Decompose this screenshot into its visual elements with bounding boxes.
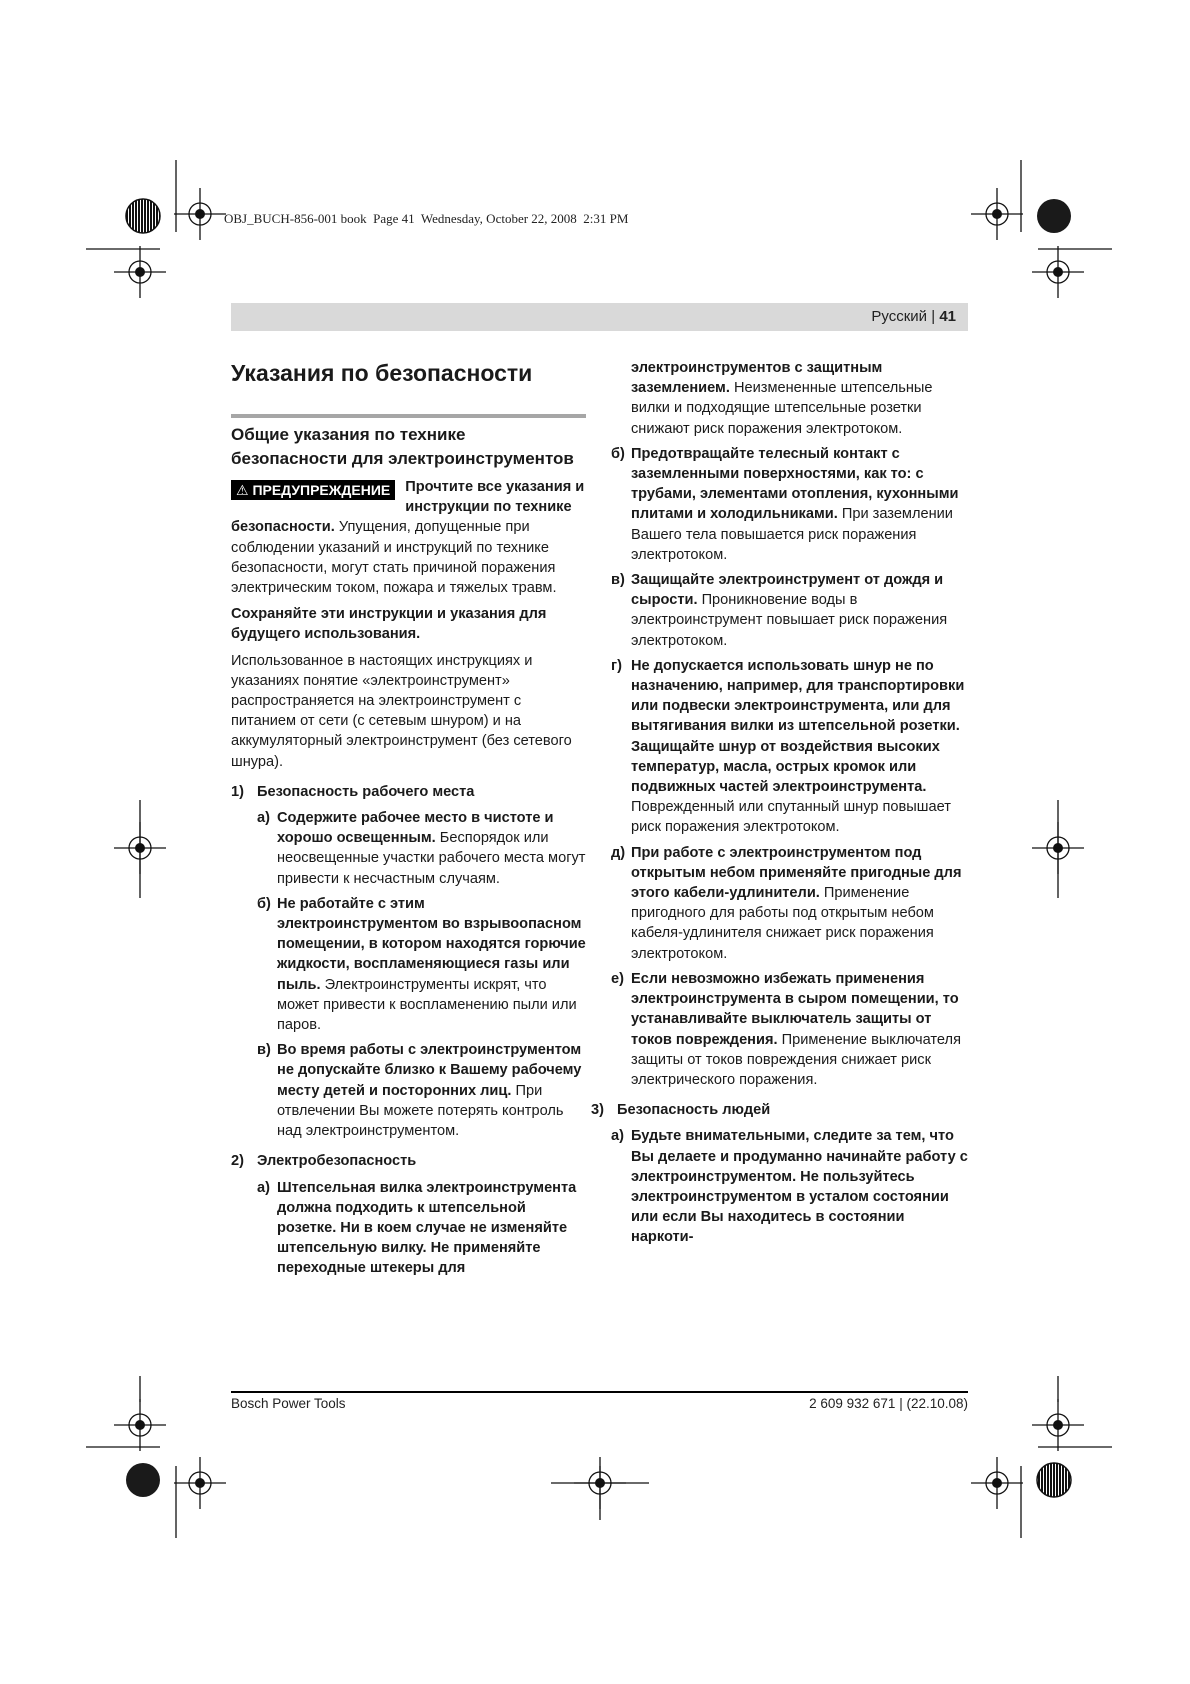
- list-item: [257, 894, 586, 1035]
- item-bold: Во время работы с электроинструментом не допускайте близко к Вашему рабочему месту детей и посторонних лиц.: [277, 1042, 582, 1099]
- item-plain: При отвлечении Вы можете потерять контроль над электроинструментом.: [277, 1082, 564, 1140]
- item-bold: Если невозможно избежать применения электроинструмента в сыром помещении, то устанавливайте выключатель защиты от токов повреждения.: [631, 970, 959, 1048]
- item-label: е): [611, 970, 624, 987]
- item-label: а): [611, 1128, 624, 1145]
- section-1-items: [231, 808, 586, 1141]
- item-label: а): [257, 810, 270, 827]
- registration-mark: [174, 1457, 226, 1509]
- solid-target-mark: [1037, 199, 1071, 233]
- section-title: Электробезопасность: [257, 1153, 417, 1170]
- item-plain: Применение пригодного для работы под открытым небом кабеля-удлинителя снижает риск поражения электротоком.: [631, 885, 934, 962]
- footer-rule: [231, 1391, 968, 1393]
- item-bold: Будьте внимательными, следите за тем, что Вы делаете и продуманно начинайте работу с электроинструментом. Не пользуйтесь электроинструментом в усталом состоянии или если Вы находитесь в состоянии наркоти-: [631, 1128, 968, 1246]
- item-label: в): [257, 1042, 271, 1059]
- item-label-spacer: [611, 358, 631, 439]
- warning-paragraph: [231, 477, 586, 598]
- item-label: б): [257, 895, 271, 912]
- section-number: 1): [231, 783, 244, 800]
- section-heading-2: [231, 1151, 586, 1171]
- item-plain: Неизмененные штепсельные вилки и подходящие штепсельные розетки снижают риск поражения электротоком.: [631, 380, 933, 437]
- section-2-items: [231, 1178, 586, 1279]
- list-item: [611, 656, 969, 838]
- registration-mark: [174, 188, 226, 240]
- registration-mark: [114, 1399, 166, 1451]
- section-heading-1: [231, 782, 586, 802]
- list-item: [611, 843, 969, 964]
- print-slug-line: OBJ_BUCH-856-001 book Page 41 Wednesday, October 22, 2008 2:31 PM: [224, 211, 629, 226]
- section-title: Безопасность людей: [617, 1102, 771, 1119]
- list-item: [611, 570, 969, 651]
- item-bold: Штепсельная вилка электроинструмента должна подходить к штепсельной розетке. Ни в коем случае не изменяйте штепсельную вилку. Не применяйте переходные штекеры для: [277, 1179, 577, 1277]
- item-text: [631, 444, 969, 565]
- item-label: б): [611, 445, 625, 462]
- right-column: [591, 358, 969, 1253]
- item-text: [631, 570, 969, 651]
- registration-mark: [971, 1457, 1023, 1509]
- item-plain: Беспорядок или неосвещенные участки рабочего места могут привести к несчастным случаям.: [277, 830, 586, 887]
- item-text: [277, 1040, 586, 1141]
- page-title: Указания по безопасности: [231, 360, 533, 386]
- registration-mark: [1032, 246, 1084, 298]
- section-rule: [231, 414, 586, 418]
- page-header-bar: [231, 303, 968, 331]
- item-bold: Содержите рабочее место в чистоте и хорошо освещенным.: [277, 810, 554, 847]
- item-text: [631, 969, 969, 1090]
- item-bold: электроинструментов с защитным заземлением.: [631, 360, 883, 397]
- header-language: Русский: [871, 308, 928, 325]
- item-plain: Применение выключателя защиты от токов повреждения снижает риск электрического поражения.: [631, 1031, 961, 1088]
- item-text: [277, 894, 586, 1035]
- footer-brand: Bosch Power Tools: [231, 1396, 346, 1411]
- item-bold: При работе с электроинструментом под открытым небом применяйте пригодные для этого кабели-удлинители.: [631, 844, 962, 902]
- list-item-continued: [611, 358, 969, 439]
- registration-mark: [971, 188, 1023, 240]
- save-instructions-note: Сохраняйте эти инструкции и указания для будущего использования.: [231, 606, 547, 643]
- item-plain: Электроинструменты искрят, что может привести к воспламенению пыли или паров.: [277, 976, 577, 1034]
- registration-mark: [114, 246, 166, 298]
- list-item: [611, 1126, 969, 1247]
- item-bold: Защищайте электроинструмент от дождя и сырости.: [631, 572, 944, 609]
- section-heading-3: [591, 1100, 969, 1120]
- warning-badge: ⚠ ПРЕДУПРЕЖДЕНИЕ: [231, 480, 395, 500]
- section-subtitle: Общие указания по технике безопасности для электроинструментов: [231, 425, 574, 468]
- header-page-number: 41: [939, 308, 956, 325]
- list-item: [257, 1178, 586, 1279]
- section-title: Безопасность рабочего места: [257, 783, 475, 800]
- item-text: [631, 358, 969, 439]
- header-separator: |: [931, 308, 936, 325]
- list-item: [611, 444, 969, 565]
- definition-paragraph: Использованное в настоящих инструкциях и указаниях понятие «электроинструмент» распространяется на электроинструмент с питанием от сети (с сетевым шнуром) и на аккумуляторный электроинструмент (без сетевого шнура).: [231, 652, 572, 770]
- item-text: [631, 656, 969, 838]
- item-text: [631, 843, 969, 964]
- footer-doc-number: 2 609 932 671 | (22.10.08): [809, 1396, 968, 1411]
- section-number: 2): [231, 1153, 244, 1170]
- item-label: в): [611, 572, 625, 589]
- page-header-text: [871, 308, 956, 325]
- warning-bold: Прочтите все указания и инструкции по технике безопасности.: [231, 479, 585, 536]
- registration-mark: [1032, 1399, 1084, 1451]
- warning-text: Упущения, допущенные при соблюдении указаний и инструкций по технике безопасности, могут стать причиной поражения электрическим током, пожара и тяжелых травм.: [231, 519, 557, 597]
- item-label: д): [611, 844, 626, 861]
- star-target-mark: [1037, 1463, 1071, 1497]
- list-item: [257, 808, 586, 889]
- item-label: г): [611, 657, 622, 674]
- section-number: 3): [591, 1102, 604, 1119]
- item-plain: При заземлении Вашего тела повышается риск поражения электротоком.: [631, 506, 953, 563]
- item-text: [277, 808, 586, 889]
- list-item: [611, 969, 969, 1090]
- item-plain: Проникновение воды в электроинструмент повышает риск поражения электротоком.: [631, 592, 948, 649]
- item-plain: Поврежденный или спутанный шнур повышает риск поражения электротоком.: [631, 799, 951, 836]
- list-item: [257, 1040, 586, 1141]
- item-bold: Не работайте с этим электроинструментом во взрывоопасном помещении, в котором находятся горючие жидкости, воспламеняющиеся газы или пыль.: [277, 895, 586, 993]
- item-bold: Предотвращайте телесный контакт с заземленными поверхностями, как то: с трубами, элементами отопления, кухонными плитами и холодильниками.: [631, 445, 959, 523]
- solid-target-mark: [126, 1463, 160, 1497]
- star-target-mark: [126, 199, 160, 233]
- item-label: а): [257, 1179, 270, 1196]
- item-bold: Не допускается использовать шнур не по назначению, например, для транспортировки или подвески электроинструмента, или для вытягивания вилки из штепсельной розетки. Защищайте шнур от воздействия высоких температур, масла, острых кромок или подвижных частей электроинструмента.: [631, 657, 965, 796]
- left-column: [231, 358, 586, 1284]
